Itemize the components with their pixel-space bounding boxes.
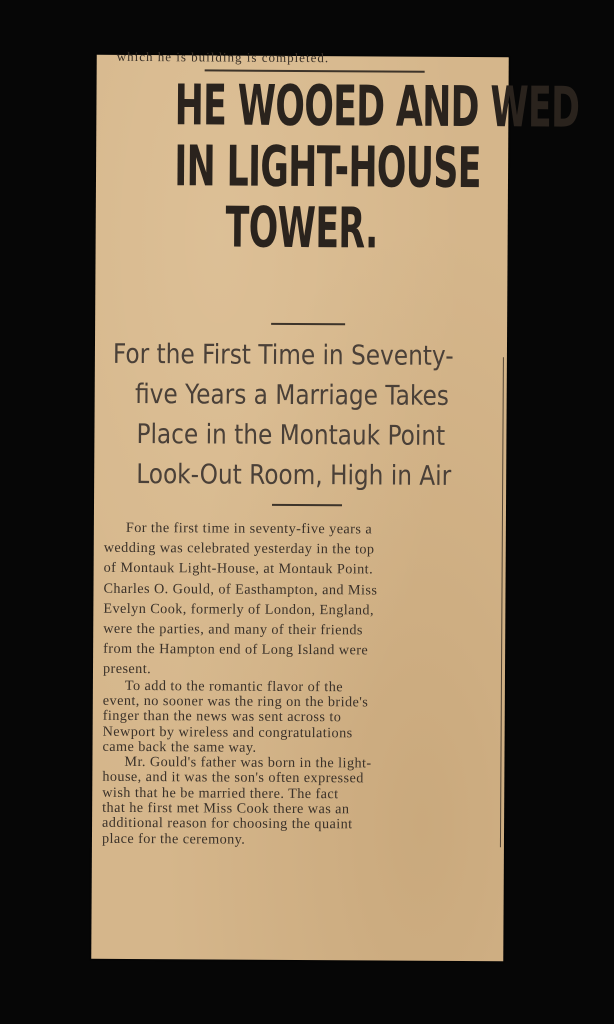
headline-line-3: TOWER.	[225, 195, 378, 262]
body-line: wish that he be married there. The fact	[102, 784, 339, 802]
body-line: event, no sooner was the ring on the bride's	[102, 692, 369, 711]
headline	[96, 73, 580, 262]
body-line: from the Hampton end of Long Island were	[103, 641, 369, 659]
body-line: that he first met Miss Cook there was an	[102, 799, 350, 818]
paragraph-2	[102, 678, 494, 757]
top-rule	[205, 69, 425, 72]
body-line: Mr. Gould's father was born in the light-	[124, 754, 372, 772]
paragraph-1	[103, 518, 496, 682]
body-line: came back the same way.	[102, 738, 257, 756]
body-line: were the parties, and many of their friends	[103, 620, 363, 639]
body-line: To add to the romantic flavor of the	[124, 677, 344, 695]
body-line: Charles O. Gould, of Easthampton, and Miss	[103, 580, 378, 599]
subheadline	[112, 335, 507, 497]
newspaper-clipping	[91, 48, 580, 961]
body-line: Evelyn Cook, formerly of London, England,	[103, 600, 375, 619]
subheadline-line-3: Place in the Montauk Point	[136, 419, 446, 452]
subheadline-line-1: For the First Time in Seventy-	[112, 338, 454, 372]
paragraph-3	[102, 755, 495, 849]
headline-line-2: IN LIGHT-HOUSE	[174, 134, 482, 202]
article-body	[102, 518, 496, 849]
body-line: additional reason for choosing the quaint	[102, 815, 353, 833]
cut-off-previous-text: which he is building is completed.	[116, 48, 330, 66]
headline-rule	[271, 323, 345, 325]
body-line: place for the ceremony.	[101, 830, 246, 848]
subheadline-rule	[272, 504, 342, 506]
subheadline-line-2: five Years a Marriage Takes	[134, 378, 450, 412]
body-line: Newport by wireless and congratulations	[102, 723, 353, 741]
body-line: of Montauk Light-House, at Montauk Point.	[103, 560, 374, 578]
subheadline-line-4: Look-Out Room, High in Air	[136, 458, 452, 492]
body-line: wedding was celebrated yesterday in the top	[103, 540, 375, 558]
body-line: present.	[102, 661, 152, 678]
headline-line-1: HE WOOED AND WED	[174, 73, 580, 141]
body-line: For the first time in seventy-five years a	[125, 519, 373, 538]
body-line: finger than the news was sent across to	[102, 708, 342, 726]
body-line: house, and it was the son's often expressed	[102, 769, 364, 787]
